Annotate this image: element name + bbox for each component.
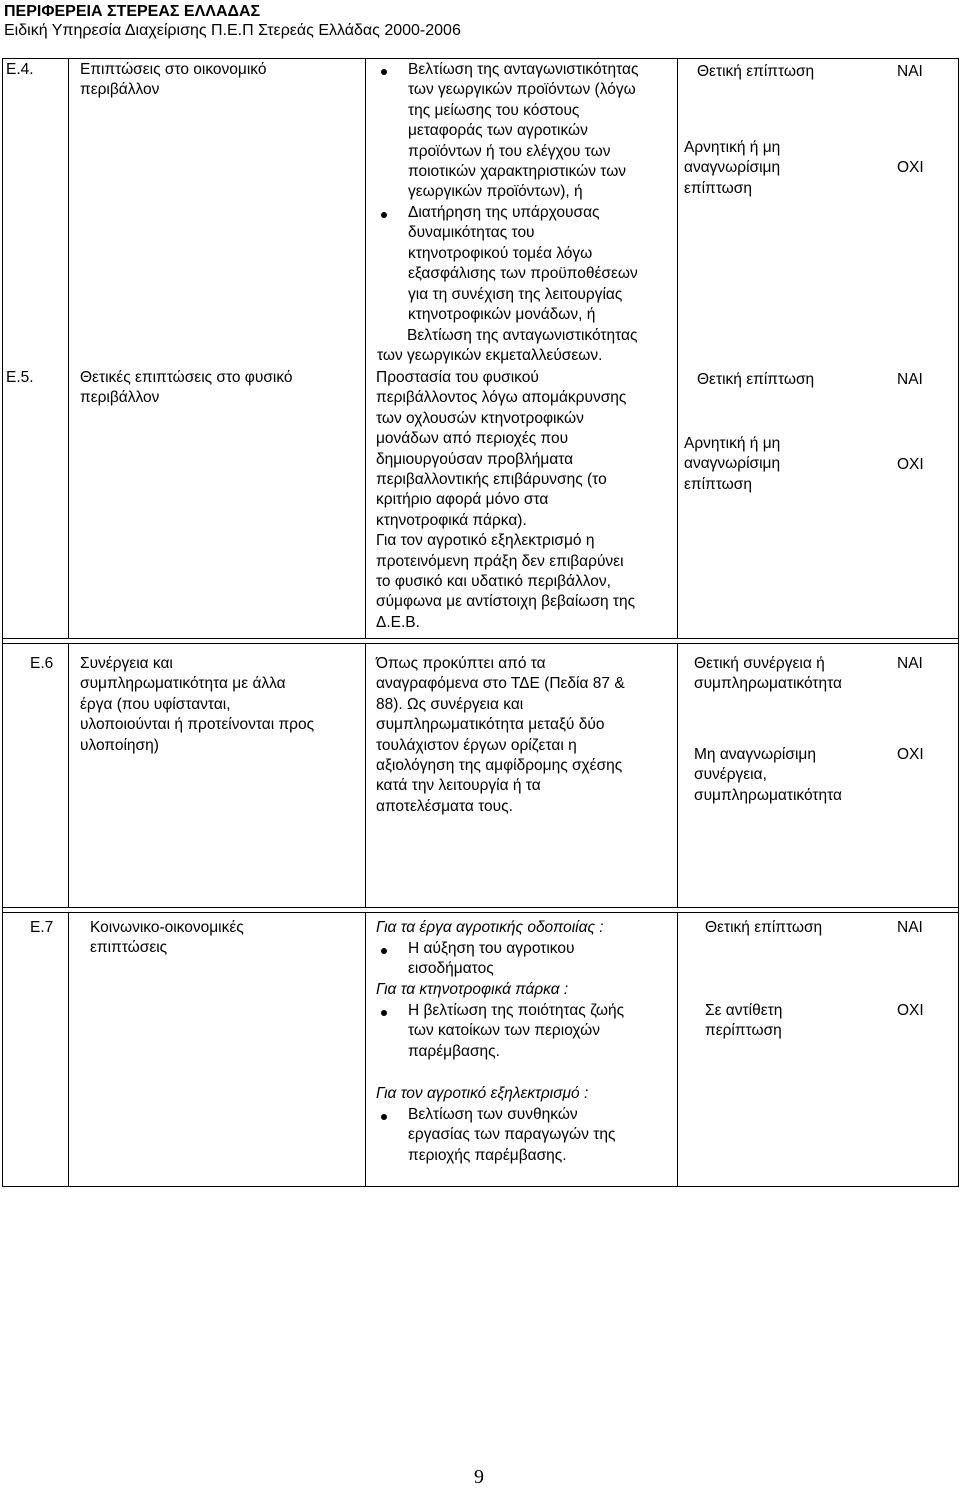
criterion-title: Κοινωνικο-οικονομικές επιπτώσεις: [90, 919, 244, 957]
column-divider: [677, 643, 678, 908]
column-divider: [365, 912, 366, 1187]
impact-positive: Θετική επίπτωση: [697, 63, 815, 80]
criterion-code: Ε.7: [30, 919, 54, 936]
answer-yes: ΝΑΙ: [897, 919, 923, 936]
agency-title: Ειδική Υπηρεσία Διαχείρισης Π.Ε.Π Στερεάς Ελλάδας 2000-2006: [4, 22, 461, 39]
section-heading: Για τα έργα αγροτικής οδοποιίας :: [376, 919, 604, 936]
table-border: [2, 58, 3, 1187]
bullet-text: Βελτίωση της ανταγωνιστικότητας των γεωργικών εκμεταλλεύσεων.: [377, 327, 638, 365]
answer-no: ΟΧΙ: [897, 1002, 924, 1019]
impact-positive: Θετική επίπτωση: [697, 371, 815, 388]
impact-negative: Σε αντίθετη περίπτωση: [705, 1002, 783, 1040]
row-divider: [2, 912, 959, 913]
answer-no: ΟΧΙ: [897, 746, 924, 763]
criterion-description: Όπως προκύπτει από τα αναγραφόμενα στο ΤΔΕ (Πεδία 87 & 88). Ως συνέργεια και συμπληρωματικότητα μεταξύ δύο τουλάχιστον έργων ορίζεται η αξιολόγηση της αμφίδρομης σχέσης κατά την λειτουργία ή τα αποτελέσματα τους.: [376, 655, 625, 815]
column-divider: [68, 643, 69, 908]
column-divider: [677, 58, 678, 639]
bullet-icon: [381, 69, 387, 75]
table-border: [2, 1186, 959, 1187]
column-divider: [677, 912, 678, 1187]
document-header: [4, 2, 461, 40]
impact-positive: Θετική επίπτωση: [705, 919, 823, 936]
row-divider: [2, 643, 959, 644]
column-divider: [365, 58, 366, 639]
bullet-text: Η αύξηση του αγροτικου εισοδήματος: [408, 940, 575, 978]
criterion-code: Ε.5.: [6, 369, 34, 386]
impact-negative: Αρνητική ή μη αναγνωρίσιμη επίπτωση: [684, 139, 781, 197]
table-border: [958, 58, 959, 1187]
bullet-text: Βελτίωση των συνθηκών εργασίας των παραγωγών της περιοχής παρέμβασης.: [408, 1106, 616, 1164]
criterion-code: Ε.6: [30, 655, 54, 672]
answer-yes: ΝΑΙ: [897, 63, 923, 80]
answer-yes: ΝΑΙ: [897, 371, 923, 388]
page-number: 9: [474, 1466, 484, 1488]
impact-negative: Μη αναγνωρίσιμη συνέργεια, συμπληρωματικότητα: [694, 746, 842, 804]
bullet-text: Διατήρηση της υπάρχουσας δυναμικότητας του κτηνοτροφικού τομέα λόγω εξασφάλισης των προϋποθέσεων για τη συνέχιση της λειτουργίας κτηνοτροφικών μονάδων, ή: [408, 204, 638, 324]
criterion-title: Θετικές επιπτώσεις στο φυσικό περιβάλλον: [80, 369, 293, 407]
bullet-icon: [381, 212, 387, 218]
criterion-description: Προστασία του φυσικού περιβάλλοντος λόγω απομάκρυνσης των οχλουσών κτηνοτροφικών μονάδων από περιοχές που δημιουργούσαν προβλήματα περιβαλλοντικής επιβάρυνσης (το κριτήριο αφορά μόνο στα κτηνοτροφικά πάρκα). Για τον αγροτικό εξηλεκτρισμό η προτεινόμενη πράξη δεν επιβαρύνει το φυσικό και υδατικό περιβάλλον, σύμφωνα με αντίστοιχη βεβαίωση της Δ.Ε.Β.: [376, 369, 636, 631]
criterion-code: Ε.4.: [6, 61, 34, 78]
impact-positive: Θετική συνέργεια ή συμπληρωματικότητα: [694, 655, 842, 693]
column-divider: [68, 912, 69, 1187]
answer-no: ΟΧΙ: [897, 456, 924, 473]
criterion-title: Συνέργεια και συμπληρωματικότητα με άλλα έργα (που υφίστανται, υλοποιούνται ή προτείνονται προς υλοποίηση): [80, 655, 315, 754]
column-divider: [68, 58, 69, 639]
criterion-title: Επιπτώσεις στο οικονομικό περιβάλλον: [80, 61, 267, 99]
bullet-icon: [381, 948, 387, 954]
row-divider: [2, 907, 959, 908]
row-divider: [2, 638, 959, 639]
bullet-icon: [381, 1010, 387, 1016]
answer-yes: ΝΑΙ: [897, 655, 923, 672]
bullet-text: Βελτίωση της ανταγωνιστικότητας των γεωργικών προϊόντων (λόγω της μείωσης του κόστους μεταφοράς των αγροτικών προϊόντων ή του ελέγχου των ποιοτικών χαρακτηριστικών των γεωργικών προϊόντων), ή: [408, 61, 639, 201]
column-divider: [365, 643, 366, 908]
bullet-text: Η βελτίωση της ποιότητας ζωής των κατοίκων των περιοχών παρέμβασης.: [408, 1002, 625, 1060]
section-heading: Για τον αγροτικό εξηλεκτρισμό :: [376, 1085, 589, 1102]
table-border: [2, 58, 959, 59]
section-heading: Για τα κτηνοτροφικά πάρκα :: [376, 981, 569, 998]
region-title: ΠΕΡΙΦΕΡΕΙΑ ΣΤΕΡΕΑΣ ΕΛΛΑΔΑΣ: [4, 3, 261, 20]
impact-negative: Αρνητική ή μη αναγνωρίσιμη επίπτωση: [684, 435, 781, 493]
bullet-icon: [381, 1114, 387, 1120]
answer-no: ΟΧΙ: [897, 159, 924, 176]
